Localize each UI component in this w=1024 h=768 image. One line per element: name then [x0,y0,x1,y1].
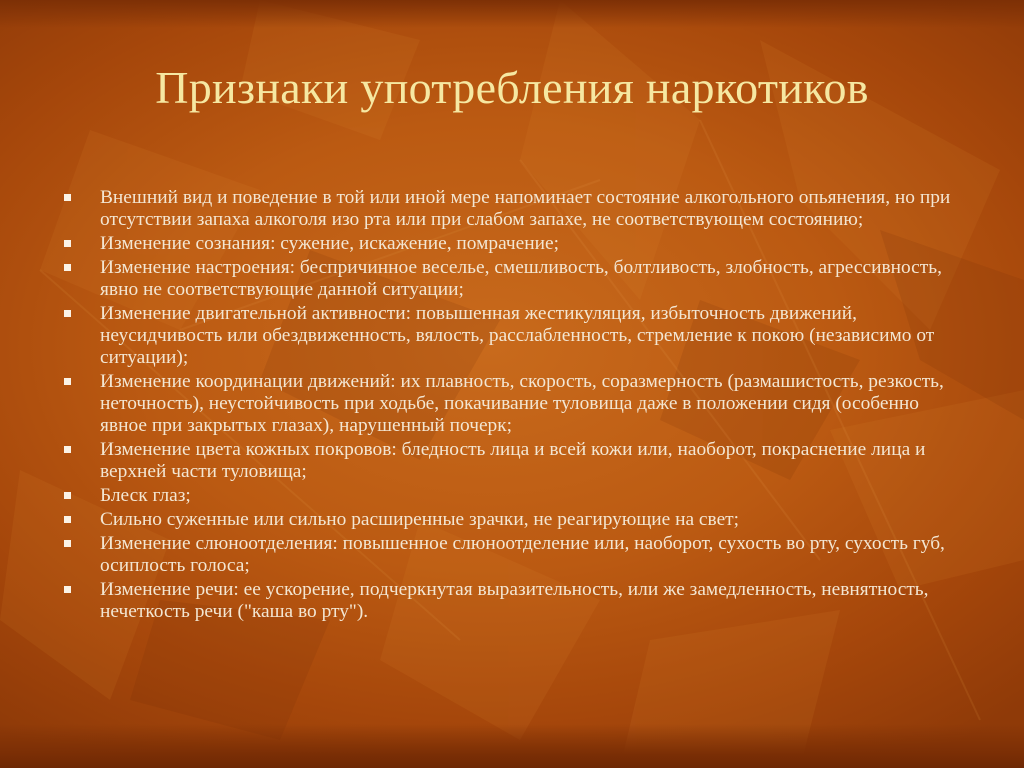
list-item [64,257,964,301]
list-item-text: Изменение слюноотделения: повышенное слюноотделение или, наоборот, сухость во рту, сухость губ, осиплость голоса; [100,533,945,576]
square-bullet-icon [64,446,71,453]
list-item [64,579,964,623]
list-item-text: Изменение сознания: сужение, искажение, помрачение; [100,233,560,254]
square-bullet-icon [64,194,71,201]
list-item-text: Изменение координации движений: их плавность, скорость, соразмерность (размашистость, резкость, неточность), неустойчивость при ходьбе, покачивание туловища даже в положении сидя (особенно явное при закрытых глазах), нарушенный почерк; [100,371,944,436]
list-item [64,533,964,577]
list-item-text: Изменение настроения: беспричинное веселье, смешливость, болтливость, злобность, агрессивность, явно не соответствующие данной ситуации; [100,257,942,300]
bullet-list [64,187,964,625]
square-bullet-icon [64,310,71,317]
list-item [64,233,964,255]
list-item [64,439,964,483]
list-item-text: Внешний вид и поведение в той или иной мере напоминает состояние алкогольного опьянения, но при отсутствии запаха алкоголя изо рта или при слабом запахе, не соответствующем состоянию; [100,187,951,230]
list-item [64,187,964,231]
square-bullet-icon [64,586,71,593]
square-bullet-icon [64,540,71,547]
list-item [64,371,964,437]
square-bullet-icon [64,240,71,247]
list-item [64,485,964,507]
square-bullet-icon [64,516,71,523]
square-bullet-icon [64,264,71,271]
list-item-text: Изменение речи: ее ускорение, подчеркнутая выразительность, или же замедленность, невнятность, нечеткость речи ("каша во рту"). [100,579,929,622]
list-item-text: Блеск глаз; [100,485,191,506]
list-item [64,303,964,369]
list-item-text: Изменение цвета кожных покровов: бледность лица и всей кожи или, наоборот, покраснение лица и верхней части туловища; [100,439,926,482]
top-shadow-band [0,0,1024,28]
bottom-shadow-band [0,724,1024,768]
square-bullet-icon [64,378,71,385]
list-item-text: Изменение двигательной активности: повышенная жестикуляция, избыточность движений, неусидчивость или обездвиженность, вялость, расслабленность, стремление к покою (независимо от ситуации); [100,303,935,368]
list-item-text: Сильно суженные или сильно расширенные зрачки, не реагирующие на свет; [100,509,740,530]
square-bullet-icon [64,492,71,499]
slide-title: Признаки употребления наркотиков [155,62,869,113]
list-item [64,509,964,531]
